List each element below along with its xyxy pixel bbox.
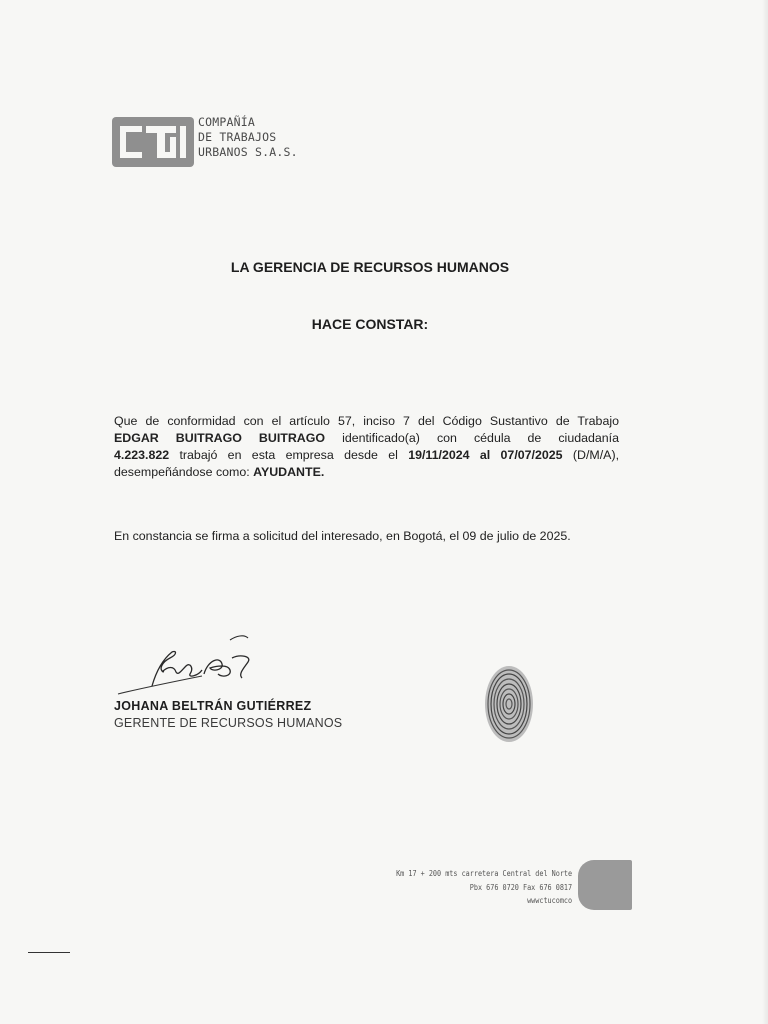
date-format-note: (D/M/A), — [562, 448, 620, 462]
company-name — [198, 115, 298, 160]
footer-website: wwwctucomco — [526, 896, 572, 905]
body-line-4 — [114, 464, 619, 481]
body-line-1 — [114, 413, 619, 430]
worked-text: trabajó en esta empresa desde el — [169, 448, 409, 462]
id-text: identificado(a) con cédula de ciudadanía — [325, 431, 619, 445]
signer-title: GERENTE DE RECURSOS HUMANOS — [114, 716, 343, 730]
company-logo — [112, 115, 312, 171]
employee-role: AYUDANTE. — [253, 465, 325, 479]
footer-logo-block — [578, 860, 632, 910]
id-number: 4.223.822 — [114, 448, 170, 462]
fingerprint-icon — [482, 662, 536, 751]
body-line-3 — [114, 447, 619, 464]
body-line-2 — [114, 430, 619, 447]
legal-basis-text: Que de conformidad con el artículo 57, inciso 7 del Código Sustantivo de Trabajo — [114, 414, 619, 428]
bottom-rule — [28, 952, 70, 953]
ctu-logo-icon — [112, 117, 194, 167]
certificate-body — [114, 413, 619, 481]
footer-contact — [396, 867, 572, 908]
footer-phones: Pbx 676 0720 Fax 676 0817 — [469, 882, 572, 892]
department-heading: LA GERENCIA DE RECURSOS HUMANOS — [230, 259, 510, 275]
signer-name: JOHANA BELTRÁN GUTIÉRREZ — [114, 699, 312, 713]
company-name-line-1: COMPAÑÍA — [198, 115, 255, 129]
declaration-heading: HACE CONSTAR: — [311, 316, 429, 332]
employment-period: 19/11/2024 al 07/07/2025 — [408, 448, 563, 462]
closing-statement: En constancia se firma a solicitud del interesado, en Bogotá, el 09 de julio de 2025. — [114, 529, 571, 543]
company-name-line-2: DE TRABAJOS — [198, 130, 277, 144]
company-name-line-3: URBANOS S.A.S. — [198, 145, 298, 159]
scan-edge-shadow — [762, 0, 768, 1024]
footer-address: Km 17 + 200 mts carretera Central del Norte — [395, 869, 572, 878]
signature-scribble-icon — [112, 630, 272, 700]
employee-name: EDGAR BUITRAGO BUITRAGO — [114, 431, 326, 445]
signature-mark — [112, 630, 272, 705]
role-text: desempeñándose como: — [114, 465, 254, 479]
